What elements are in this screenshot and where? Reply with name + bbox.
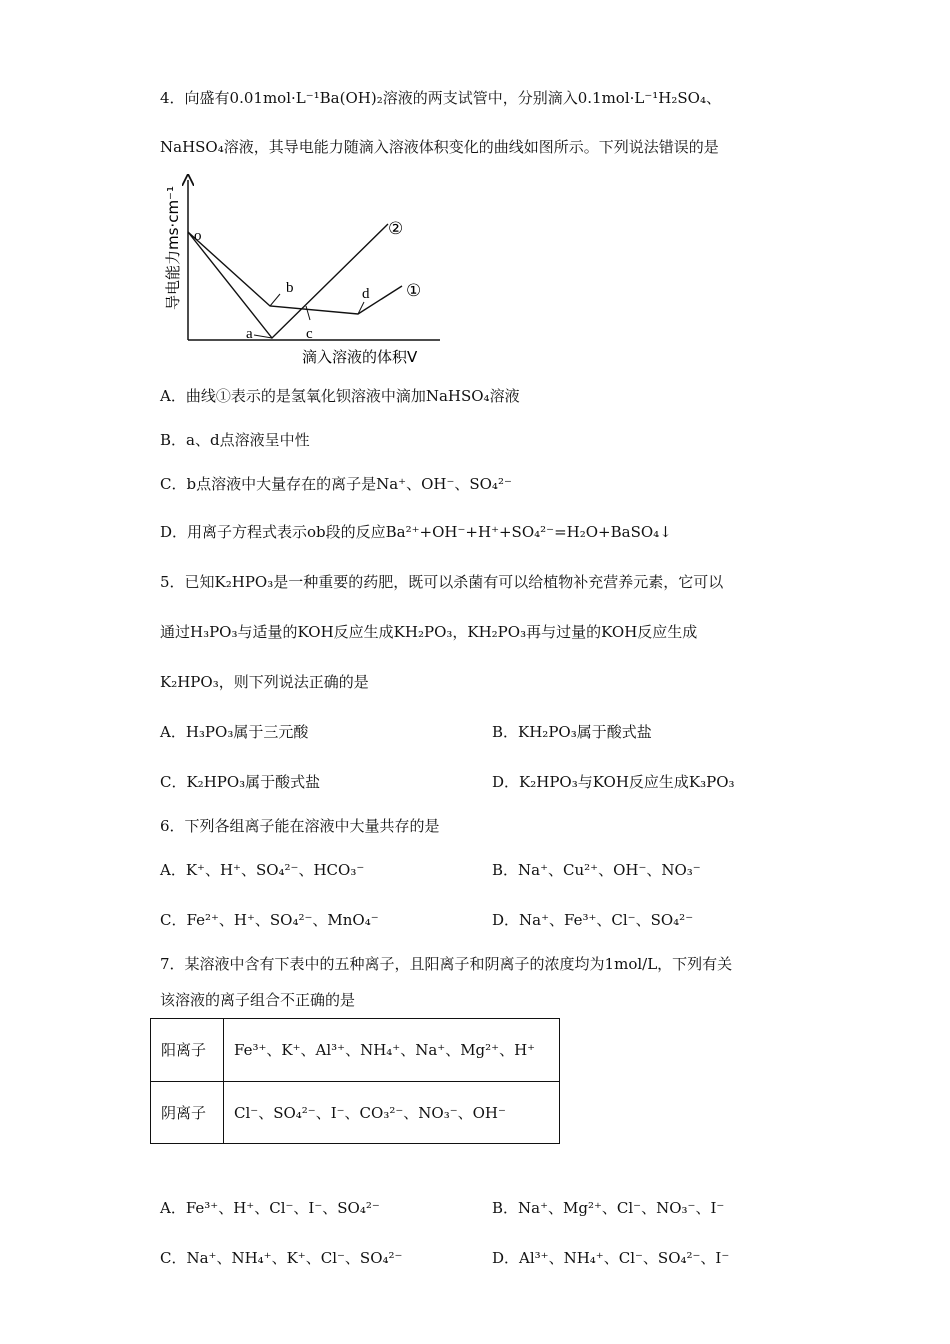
q7-option-a[interactable]: A．Fe³⁺、H⁺、Cl⁻、I⁻、SO₄²⁻ bbox=[160, 1199, 380, 1217]
q5-option-d[interactable]: D．K₂HPO₃与KOH反应生成K₃PO₃ bbox=[492, 773, 735, 791]
q6-option-d[interactable]: D．Na⁺、Fe³⁺、Cl⁻、SO₄²⁻ bbox=[492, 911, 694, 929]
q5-option-a[interactable]: A．H₃PO₃属于三元酸 bbox=[160, 723, 309, 741]
q5-stem-line1: 5．已知K₂HPO₃是一种重要的药肥，既可以杀菌有可以给植物补充营养元素，它可以 bbox=[160, 573, 724, 591]
q4-stem-line2: NaHSO₄溶液，其导电能力随滴入溶液体积变化的曲线如图所示。下列说法错误的是 bbox=[160, 138, 719, 156]
tick-c bbox=[306, 306, 310, 320]
cation-list: Fe³⁺、K⁺、Al³⁺、NH₄⁺、Na⁺、Mg²⁺、H⁺ bbox=[224, 1019, 560, 1082]
label-a: a bbox=[246, 326, 253, 342]
anion-list: Cl⁻、SO₄²⁻、I⁻、CO₃²⁻、NO₃⁻、OH⁻ bbox=[224, 1081, 560, 1144]
q6-option-c[interactable]: C．Fe²⁺、H⁺、SO₄²⁻、MnO₄⁻ bbox=[160, 911, 379, 929]
q7-stem-line1: 7．某溶液中含有下表中的五种离子，且阳离子和阴离子的浓度均为1mol/L，下列有关 bbox=[160, 955, 733, 973]
conductivity-graph bbox=[150, 172, 450, 372]
q6-stem: 6．下列各组离子能在溶液中大量共存的是 bbox=[160, 817, 440, 835]
q5-option-c[interactable]: C．K₂HPO₃属于酸式盐 bbox=[160, 773, 321, 791]
q4-option-c[interactable]: C．b点溶液中大量存在的离子是Na⁺、OH⁻、SO₄²⁻ bbox=[160, 475, 512, 493]
label-o: o bbox=[194, 228, 202, 244]
label-curve-1: ① bbox=[406, 281, 422, 301]
q4-option-a[interactable]: A．曲线①表示的是氢氧化钡溶液中滴加NaHSO₄溶液 bbox=[160, 387, 520, 405]
q4-stem-line1: 4．向盛有0.01mol·L⁻¹Ba(OH)₂溶液的两支试管中，分别滴入0.1mol·L⁻¹H₂SO₄、 bbox=[160, 89, 721, 107]
anion-header: 阴离子 bbox=[151, 1081, 224, 1144]
cation-row bbox=[151, 1019, 560, 1082]
q7-option-d[interactable]: D．Al³⁺、NH₄⁺、Cl⁻、SO₄²⁻、I⁻ bbox=[492, 1249, 730, 1267]
q4-option-b[interactable]: B．a、d点溶液呈中性 bbox=[160, 431, 310, 449]
q5-option-b[interactable]: B．KH₂PO₃属于酸式盐 bbox=[492, 723, 652, 741]
q6-option-a[interactable]: A．K⁺、H⁺、SO₄²⁻、HCO₃⁻ bbox=[160, 861, 365, 879]
label-d: d bbox=[362, 286, 370, 302]
cation-header: 阳离子 bbox=[151, 1019, 224, 1082]
tick-b bbox=[270, 294, 280, 306]
q7-option-c[interactable]: C．Na⁺、NH₄⁺、K⁺、Cl⁻、SO₄²⁻ bbox=[160, 1249, 403, 1267]
label-c: c bbox=[306, 326, 313, 342]
q7-option-b[interactable]: B．Na⁺、Mg²⁺、Cl⁻、NO₃⁻、I⁻ bbox=[492, 1199, 725, 1217]
label-b: b bbox=[286, 280, 294, 296]
anion-row bbox=[151, 1081, 560, 1144]
y-axis-label: 导电能力ms·cm⁻¹ bbox=[164, 186, 182, 310]
q5-stem-line2: 通过H₃PO₃与适量的KOH反应生成KH₂PO₃，KH₂PO₃再与过量的KOH反应生成 bbox=[160, 623, 698, 641]
label-curve-2: ② bbox=[388, 219, 404, 239]
x-axis-label: 滴入溶液的体积V bbox=[302, 348, 418, 366]
ion-table bbox=[150, 1018, 560, 1144]
q6-option-b[interactable]: B．Na⁺、Cu²⁺、OH⁻、NO₃⁻ bbox=[492, 861, 701, 879]
q5-stem-line3: K₂HPO₃，则下列说法正确的是 bbox=[160, 673, 369, 691]
q4-option-d[interactable]: D．用离子方程式表示ob段的反应Ba²⁺+OH⁻+H⁺+SO₄²⁻=H₂O+BaSO₄↓ bbox=[160, 523, 672, 541]
q7-stem-line2: 该溶液的离子组合不正确的是 bbox=[160, 991, 356, 1009]
